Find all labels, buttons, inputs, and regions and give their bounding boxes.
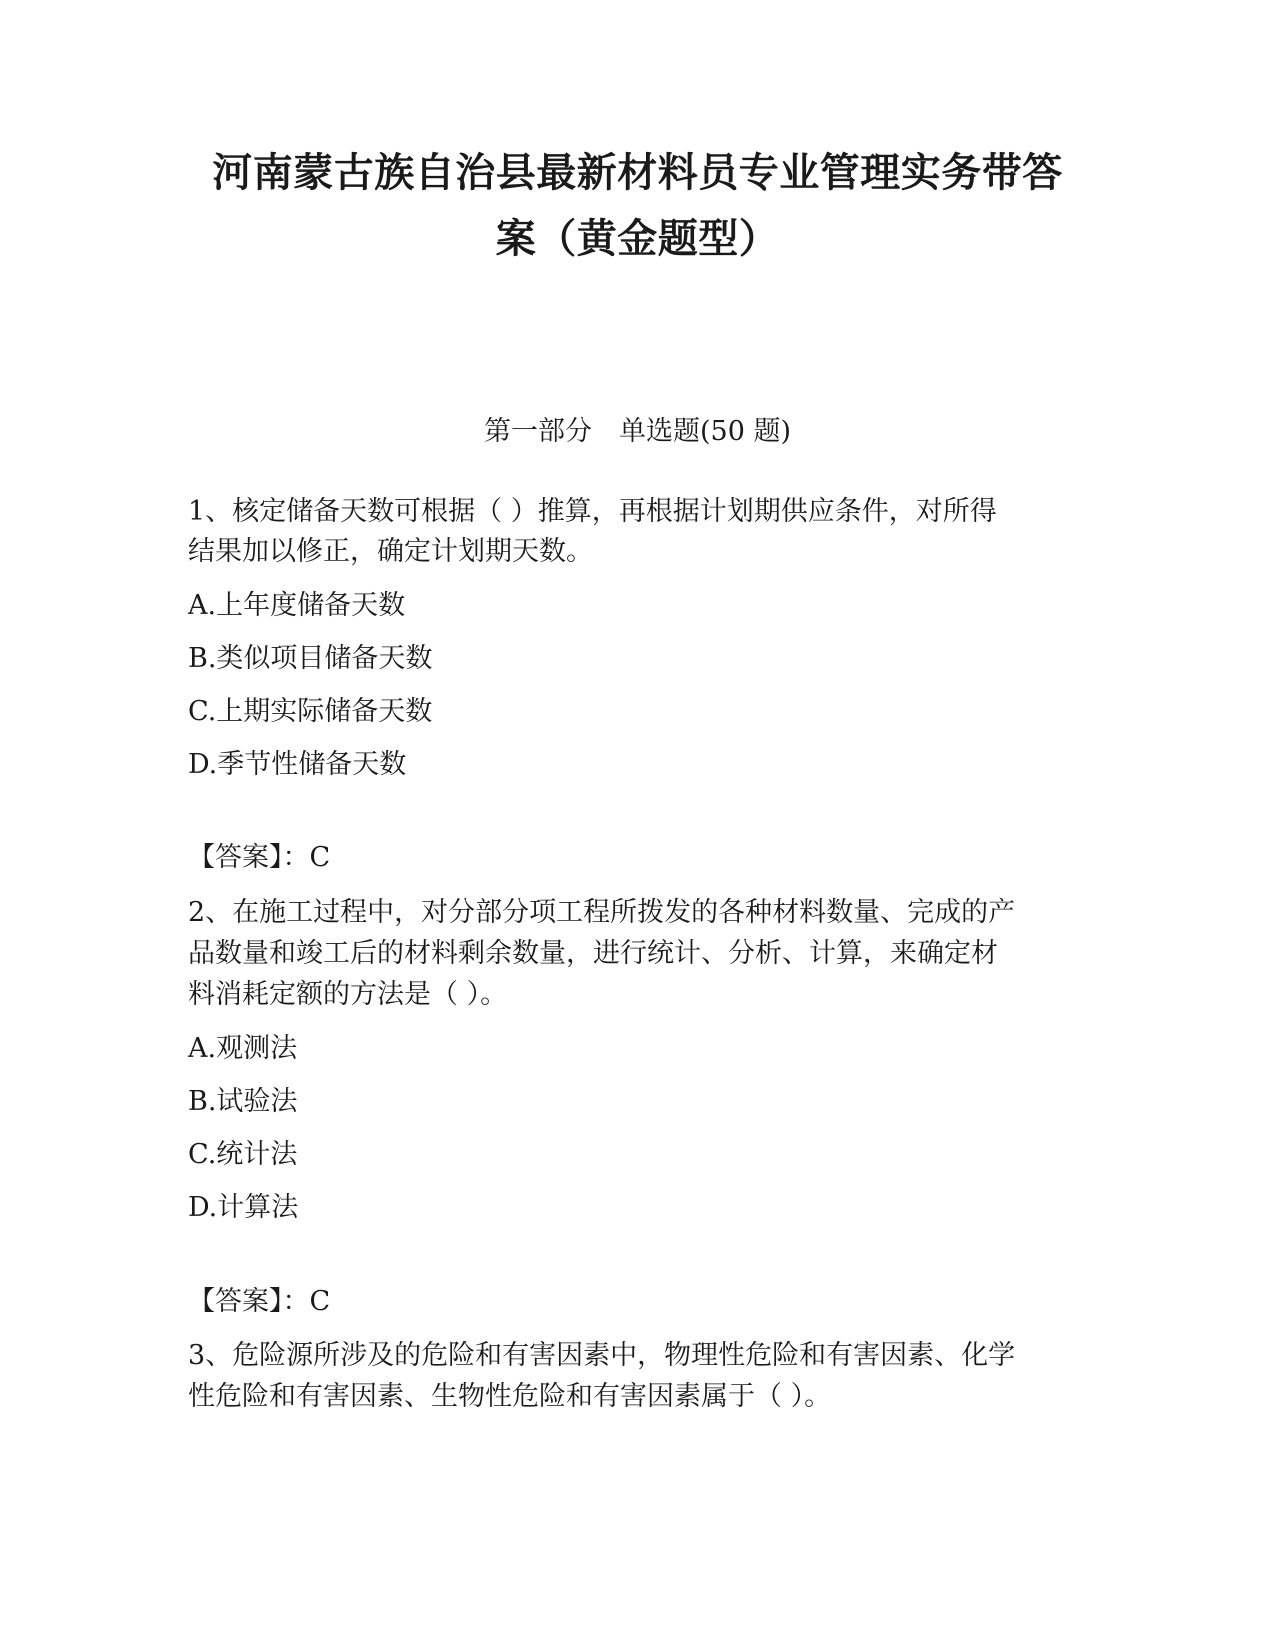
question-2-stem-line-1: 2、在施工过程中，对分部分项工程所拨发的各种材料数量、完成的产 [188,897,1016,928]
title-line-2: 案（黄金题型） [495,216,780,262]
question-1-stem-line-2: 结果加以修正，确定计划期天数。 [188,536,593,567]
question-2-option-a: A.观测法 [188,1033,298,1064]
question-1-option-b: B.类似项目储备天数 [188,643,433,674]
title-line-1: 河南蒙古族自治县最新材料员专业管理实务带答 [212,150,1063,196]
question-1-stem-line-1: 1、核定储备天数可根据（ ）推算，再根据计划期供应条件，对所得 [188,496,997,527]
question-2-stem-line-2: 品数量和竣工后的材料剩余数量，进行统计、分析、计算，来确定材 [188,938,998,969]
question-2-option-d: D.计算法 [188,1192,299,1223]
question-1-option-c: C.上期实际储备天数 [188,696,433,727]
question-1-option-a: A.上年度储备天数 [188,590,406,621]
section-heading: 第一部分 单选题(50 题) [483,416,791,447]
question-2-option-b: B.试验法 [188,1086,298,1117]
question-1-option-d: D.季节性储备天数 [188,749,407,780]
document-title [160,140,1115,272]
question-2-option-c: C.统计法 [188,1139,298,1170]
question-3-stem-line-1: 3、危险源所涉及的危险和有害因素中，物理性危险和有害因素、化学 [188,1340,1016,1371]
question-3-stem-line-2: 性危险和有害因素、生物性危险和有害因素属于（ ）。 [188,1381,832,1412]
question-2-answer: 【答案】：C [188,1286,331,1317]
question-1-answer: 【答案】：C [188,842,331,873]
question-2-stem-line-3: 料消耗定额的方法是（ ）。 [188,979,508,1010]
